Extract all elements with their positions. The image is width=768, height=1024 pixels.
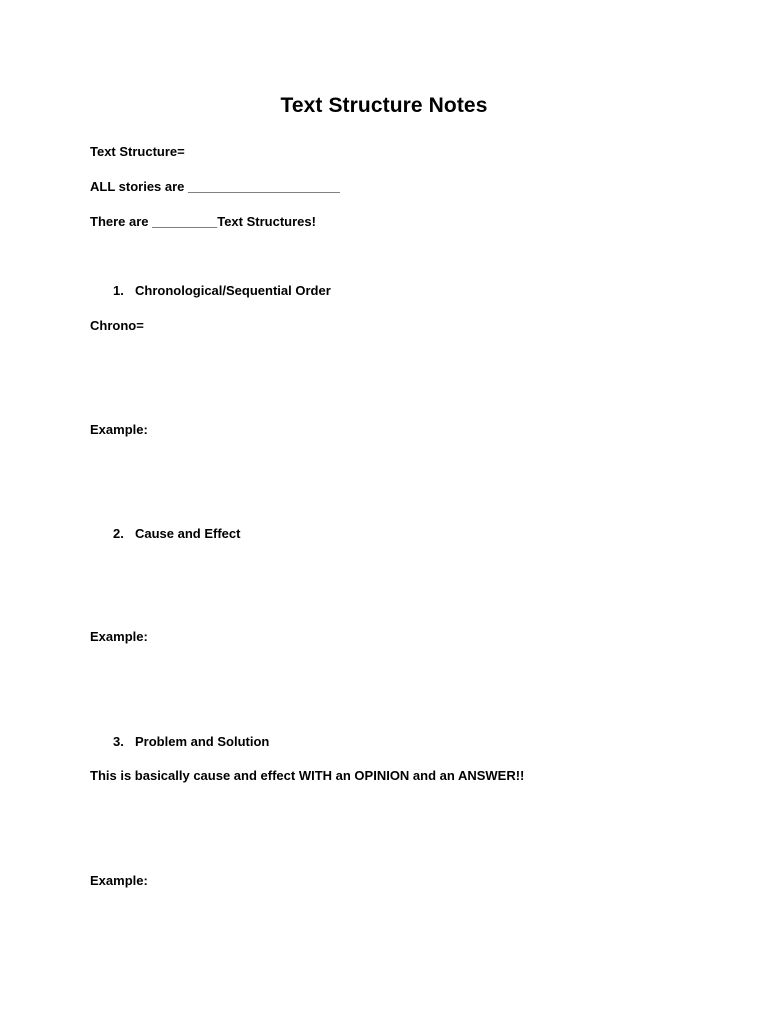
list-label: Cause and Effect [135,526,241,541]
example-label-1: Example: [90,422,148,437]
chrono-line: Chrono= [90,318,144,333]
list-number: 1. [113,283,124,298]
list-number: 3. [113,734,124,749]
list-number: 2. [113,526,124,541]
list-item-chronological [113,283,331,299]
there-are-line: There are _________Text Structures! [90,214,316,229]
list-item-cause-effect [113,526,240,542]
list-label: Chronological/Sequential Order [135,283,331,298]
page-title: Text Structure Notes [280,94,488,117]
problem-solution-note: This is basically cause and effect WITH an OPINION and an ANSWER!! [90,768,525,783]
example-label-3: Example: [90,873,148,888]
example-label-2: Example: [90,629,148,644]
text-structure-line: Text Structure= [90,144,185,159]
list-item-problem-solution [113,734,269,750]
list-label: Problem and Solution [135,734,270,749]
all-stories-line: ALL stories are _____________________ [90,179,340,194]
